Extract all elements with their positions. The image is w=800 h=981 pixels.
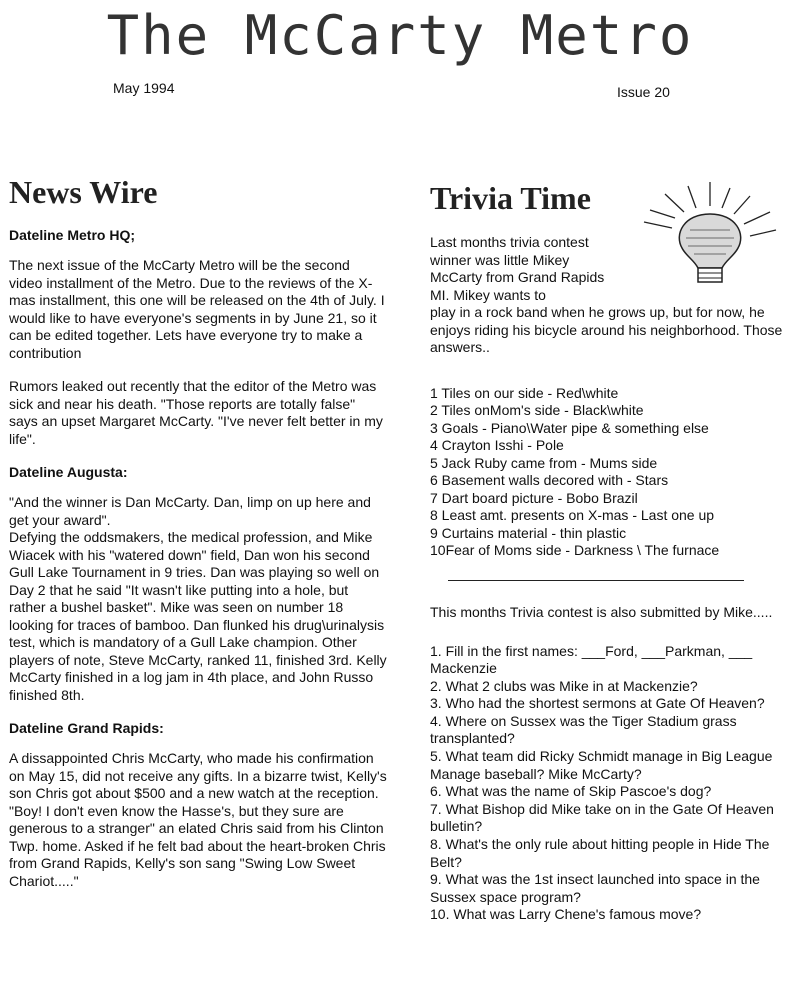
augusta-paragraph-2: Defying the oddsmakers, the medical profession, and Mike Wiacek with his "watered down" field, Dan won his second Gull Lake Tournament in 9 tries. Dan was playing so well on Day 2 that he said "It wasn't like putting into a hole, but rather a bushel basket". Mike was seen on number 18 looking for traces of bamboo. Dan flunked his drug\urinalysis test, which is mandatory of a Gull Lake champion. Other players of note, Steve McCarty, ranked 11, finished 3rd. Kelly McCarty finished in a log jam in 4th place, and John Russo finished 8th. <box>9 529 387 703</box>
question-item: 10. What was Larry Chene's famous move? <box>430 906 702 923</box>
answer-item: 4 Crayton Isshi - Pole <box>430 437 564 453</box>
answer-item: 2 Tiles onMom's side - Black\white <box>430 402 644 418</box>
dateline-metro-hq: Dateline Metro HQ; <box>9 227 136 243</box>
news-wire-column <box>9 174 387 906</box>
dateline-augusta: Dateline Augusta: <box>9 464 128 480</box>
answer-item: 3 Goals - Piano\Water pipe & something else <box>430 419 709 436</box>
news-wire-heading: News Wire <box>9 174 158 210</box>
answer-item: 1 Tiles on our side - Red\white <box>430 384 619 401</box>
trivia-intro-narrow: Last months trivia contest winner was little Mikey McCarty from Grand Rapids MI. Mikey wants to <box>430 234 605 303</box>
question-item: 2. What 2 clubs was Mike in at Mackenzie? <box>430 677 698 694</box>
issue-date: May 1994 <box>113 80 175 96</box>
bulb-glass <box>679 214 740 268</box>
hq-paragraph-1: The next issue of the McCarty Metro will be the second video installment of the Metro. Due to the reviews of the X-mas installment, this one will be released on the 4th of July. I would like to have everyone's segments in by June 21, so it can be edited together. Lets have everyone try to make a contribution <box>9 257 385 361</box>
answer-item: 8 Least amt. presents on X-mas - Last one up <box>430 507 715 523</box>
question-item: 6. What was the name of Skip Pascoe's dog? <box>430 783 712 800</box>
trivia-heading: Trivia Time <box>430 180 591 216</box>
divider-rule <box>448 580 744 581</box>
question-item: 8. What's the only rule about hitting people in Hide The Belt? <box>430 836 770 870</box>
light-bulb-icon <box>630 180 790 290</box>
question-item: 7. What Bishop did Mike take on in the Gate Of Heaven bulletin? <box>430 800 774 835</box>
answer-item: 10Fear of Moms side - Darkness \ The furnace <box>430 542 720 558</box>
question-item: 9. What was the 1st insect launched into space in the Sussex space program? <box>430 871 760 905</box>
answer-item: 9 Curtains material - thin plastic <box>430 524 627 541</box>
dateline-grand-rapids: Dateline Grand Rapids: <box>9 720 164 736</box>
hq-paragraph-2: Rumors leaked out recently that the editor of the Metro was sick and near his death. "Those reports are totally false" says an upset Margaret McCarty. "I've never felt better in my life". <box>9 378 383 447</box>
answer-item: 6 Basement walls decored with - Stars <box>430 472 669 488</box>
question-item: 4. Where on Sussex was the Tiger Stadium grass transplanted? <box>430 712 737 747</box>
answer-item: 5 Jack Ruby came from - Mums side <box>430 454 658 471</box>
trivia-answers-list <box>430 385 796 560</box>
answer-item: 7 Dart board picture - Bobo Brazil <box>430 489 638 506</box>
issue-number: Issue 20 <box>617 84 670 100</box>
trivia-intro-wide: play in a rock band when he grows up, but for now, he enjoys riding his bicycle around his neighborhood. Those answers.. <box>430 304 783 355</box>
grand-rapids-paragraph: A dissappointed Chris McCarty, who made his confirmation on May 15, did not receive any gifts. In a bizarre twist, Kelly's son Chris got about $500 and a new watch at the reception. "Boy! I don't even know the Hasse's, but they sure are generous to a stranger" an elated Chris said from his Clinton Twp. home. Asked if he felt bad about the heart-broken Chris from Grand Rapids, Kelly's son sang "Swing Low Sweet Chariot....." <box>9 750 387 889</box>
questions-intro: This months Trivia contest is also submitted by Mike..... <box>430 603 773 620</box>
trivia-column <box>430 180 796 924</box>
trivia-questions-list <box>430 643 796 925</box>
masthead-title: The McCarty Metro <box>106 4 694 67</box>
question-item: 3. Who had the shortest sermons at Gate Of Heaven? <box>430 695 765 712</box>
augusta-paragraph-1: "And the winner is Dan McCarty. Dan, limp on up here and get your award". <box>9 494 371 528</box>
question-item: 5. What team did Ricky Schmidt manage in Big League Manage baseball? Mike McCarty? <box>430 748 773 782</box>
question-item: 1. Fill in the first names: ___Ford, ___Parkman, ___ Mackenzie <box>430 642 753 677</box>
